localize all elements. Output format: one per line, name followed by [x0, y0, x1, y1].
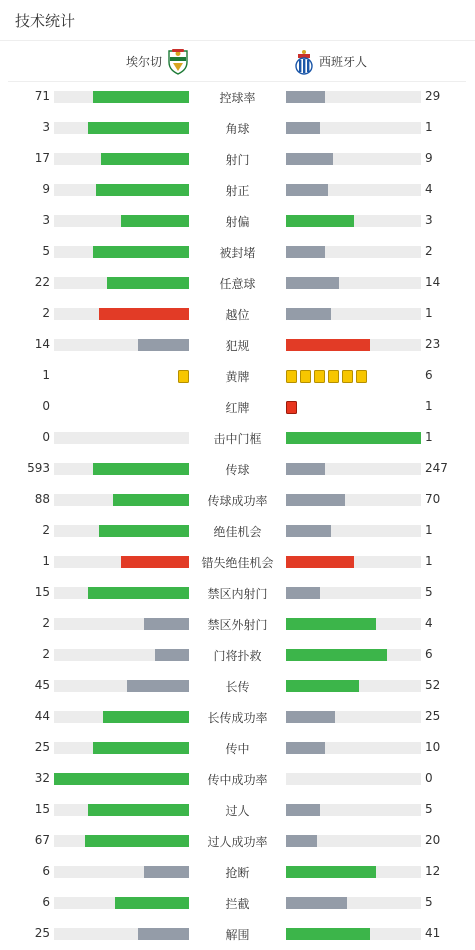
away-stat-value: 2	[425, 244, 433, 258]
home-stat-track	[54, 153, 189, 165]
home-stat-bar	[54, 773, 189, 785]
stat-row	[0, 763, 475, 794]
stat-row	[0, 546, 475, 577]
home-stat-value: 44	[34, 709, 50, 723]
stat-row	[0, 701, 475, 732]
home-stat-bar	[99, 308, 189, 320]
home-stat-value: 71	[34, 89, 50, 103]
home-team-name[interactable]: 埃尔切	[125, 55, 162, 69]
away-stat-bar	[286, 897, 347, 909]
away-stat-bar	[286, 432, 421, 444]
stat-label: 抢断	[225, 866, 250, 880]
away-stat-bar	[286, 494, 345, 506]
stat-row	[0, 81, 475, 112]
away-stat-value: 5	[425, 895, 433, 909]
home-stat-track	[54, 866, 189, 878]
home-stat-track	[54, 680, 189, 692]
page-title: 技术统计	[15, 12, 76, 30]
home-stat-value: 15	[34, 585, 50, 599]
home-stat-track	[54, 835, 189, 847]
home-stat-track	[54, 525, 189, 537]
teams-header	[8, 44, 466, 81]
home-stat-track	[54, 804, 189, 816]
away-stat-bar	[286, 463, 325, 475]
stat-label: 射偏	[225, 215, 250, 229]
yellow-card-icon	[314, 370, 325, 383]
home-stat-track	[54, 463, 189, 475]
home-stat-track	[54, 711, 189, 723]
home-stat-bar	[144, 866, 189, 878]
home-stat-value: 2	[42, 523, 50, 537]
away-stat-bar	[286, 618, 376, 630]
stat-row	[0, 856, 475, 887]
away-stat-value: 247	[425, 461, 448, 475]
home-stat-value: 593	[27, 461, 50, 475]
home-stat-bar	[93, 742, 189, 754]
stat-row	[0, 143, 475, 174]
away-stat-bar	[286, 122, 320, 134]
home-stat-track	[54, 432, 189, 444]
stat-label: 过人成功率	[207, 835, 268, 849]
away-stat-value: 1	[425, 554, 433, 568]
stat-row	[0, 918, 475, 949]
away-stat-bar	[286, 277, 339, 289]
stat-row	[0, 267, 475, 298]
stat-row	[0, 174, 475, 205]
away-stat-value: 6	[425, 368, 433, 382]
home-stat-value: 2	[42, 647, 50, 661]
home-stat-value: 67	[34, 833, 50, 847]
home-stat-value: 14	[34, 337, 50, 351]
away-stat-value: 52	[425, 678, 441, 692]
away-stat-track	[286, 308, 421, 320]
home-stat-bar	[127, 680, 189, 692]
away-stat-bar	[286, 804, 320, 816]
home-stat-value: 32	[34, 771, 50, 785]
away-stat-track	[286, 804, 421, 816]
yellow-card-icon	[286, 370, 297, 383]
stat-row	[0, 639, 475, 670]
stat-label: 绝佳机会	[213, 525, 262, 539]
away-stat-bar	[286, 308, 331, 320]
stat-label: 犯规	[225, 339, 250, 353]
stat-row	[0, 205, 475, 236]
away-stat-track	[286, 215, 421, 227]
home-stat-bar	[93, 463, 189, 475]
home-stat-value: 5	[42, 244, 50, 258]
away-stat-bar	[286, 649, 387, 661]
home-stat-track	[54, 928, 189, 940]
away-stat-track	[286, 587, 421, 599]
yellow-card-icon	[178, 370, 189, 383]
stat-row	[0, 329, 475, 360]
home-stat-value: 6	[42, 864, 50, 878]
stat-row	[0, 887, 475, 918]
away-stat-bar	[286, 711, 335, 723]
stat-label: 黄牌	[225, 370, 250, 384]
yellow-card-icon	[356, 370, 367, 383]
away-stat-track	[286, 711, 421, 723]
away-stat-track	[286, 277, 421, 289]
away-stat-track	[286, 339, 421, 351]
home-stat-bar	[101, 153, 189, 165]
stat-label: 传中成功率	[207, 773, 268, 787]
stat-row	[0, 670, 475, 701]
home-stat-value: 25	[34, 740, 50, 754]
away-stat-bar	[286, 556, 354, 568]
home-stat-bar	[115, 897, 189, 909]
away-stat-value: 6	[425, 647, 433, 661]
away-stat-value: 1	[425, 399, 433, 413]
stat-row	[0, 391, 475, 422]
stat-label: 角球	[225, 122, 250, 136]
home-stat-value: 3	[42, 213, 50, 227]
away-stat-bar	[286, 153, 333, 165]
home-stat-value: 45	[34, 678, 50, 692]
home-stat-track	[54, 649, 189, 661]
away-stat-value: 41	[425, 926, 441, 940]
away-stat-bar	[286, 866, 376, 878]
home-stat-track	[54, 91, 189, 103]
home-stat-bar	[113, 494, 189, 506]
away-stat-value: 14	[425, 275, 441, 289]
home-stat-track	[54, 308, 189, 320]
away-cards	[286, 401, 297, 414]
home-stat-bar	[93, 246, 189, 258]
away-stat-track	[286, 122, 421, 134]
home-stat-value: 22	[34, 275, 50, 289]
home-stat-track	[54, 215, 189, 227]
home-stat-value: 9	[42, 182, 50, 196]
home-stat-bar	[144, 618, 189, 630]
yellow-card-icon	[328, 370, 339, 383]
away-stat-value: 25	[425, 709, 441, 723]
home-stat-bar	[96, 184, 189, 196]
away-stat-bar	[286, 742, 325, 754]
home-stat-track	[54, 618, 189, 630]
yellow-card-icon	[342, 370, 353, 383]
home-stat-track	[54, 246, 189, 258]
home-stat-value: 17	[34, 151, 50, 165]
stat-row	[0, 360, 475, 391]
home-stat-value: 1	[42, 554, 50, 568]
stat-label: 传球成功率	[207, 494, 268, 508]
stat-label: 错失绝佳机会	[201, 556, 274, 570]
away-stat-value: 5	[425, 802, 433, 816]
away-stat-track	[286, 835, 421, 847]
home-stat-track	[54, 494, 189, 506]
stat-row	[0, 484, 475, 515]
stats-list	[0, 81, 475, 949]
away-stat-bar	[286, 246, 325, 258]
stat-row	[0, 453, 475, 484]
away-stat-track	[286, 184, 421, 196]
away-stat-track	[286, 153, 421, 165]
espanyol-crest-icon[interactable]	[293, 49, 315, 75]
home-stat-value: 1	[42, 368, 50, 382]
home-stat-bar	[88, 804, 189, 816]
away-stat-value: 12	[425, 864, 441, 878]
home-stat-bar	[121, 215, 189, 227]
home-stat-value: 25	[34, 926, 50, 940]
home-cards	[178, 370, 189, 383]
home-stat-track	[54, 277, 189, 289]
away-stat-track	[286, 246, 421, 258]
stat-label: 过人	[225, 804, 250, 818]
home-stat-bar	[99, 525, 189, 537]
away-stat-value: 29	[425, 89, 441, 103]
stat-row	[0, 825, 475, 856]
away-stat-track	[286, 432, 421, 444]
stat-label: 禁区外射门	[207, 618, 268, 632]
stat-label: 禁区内射门	[207, 587, 268, 601]
away-stat-track	[286, 463, 421, 475]
away-stat-value: 10	[425, 740, 441, 754]
stat-label: 任意球	[219, 277, 256, 291]
home-stat-bar	[121, 556, 189, 568]
home-stat-bar	[103, 711, 189, 723]
home-stat-track	[54, 587, 189, 599]
home-stat-value: 0	[42, 430, 50, 444]
home-stat-value: 2	[42, 306, 50, 320]
stat-label: 被封堵	[219, 246, 256, 260]
stat-row	[0, 298, 475, 329]
away-stat-value: 3	[425, 213, 433, 227]
away-stat-bar	[286, 835, 317, 847]
away-stat-value: 4	[425, 182, 433, 196]
stat-row	[0, 236, 475, 267]
away-stat-value: 0	[425, 771, 433, 785]
home-stat-bar	[155, 649, 189, 661]
away-stat-bar	[286, 91, 325, 103]
away-stat-value: 4	[425, 616, 433, 630]
stat-row	[0, 515, 475, 546]
home-stat-bar	[88, 587, 189, 599]
home-stat-track	[54, 556, 189, 568]
home-stat-value: 88	[34, 492, 50, 506]
red-card-icon	[286, 401, 297, 414]
stat-row	[0, 608, 475, 639]
away-stat-value: 23	[425, 337, 441, 351]
home-stat-track	[54, 897, 189, 909]
stat-label: 击中门框	[213, 432, 262, 446]
stat-row	[0, 112, 475, 143]
away-stat-value: 1	[425, 523, 433, 537]
stat-label: 射门	[225, 153, 250, 167]
home-stat-track	[54, 122, 189, 134]
away-team-name[interactable]: 西班牙人	[319, 55, 368, 69]
away-stat-value: 1	[425, 430, 433, 444]
away-stat-bar	[286, 184, 328, 196]
away-stat-bar	[286, 339, 370, 351]
home-stat-value: 0	[42, 399, 50, 413]
away-stat-track	[286, 525, 421, 537]
stat-label: 越位	[225, 308, 250, 322]
away-stat-track	[286, 618, 421, 630]
stat-row	[0, 577, 475, 608]
home-stat-bar	[85, 835, 189, 847]
stat-label: 解围	[225, 928, 250, 942]
stat-label: 传中	[225, 742, 250, 756]
home-stat-bar	[93, 91, 189, 103]
away-stat-bar	[286, 587, 320, 599]
home-stat-bar	[138, 339, 189, 351]
home-stat-bar	[138, 928, 189, 940]
home-stat-track	[54, 339, 189, 351]
stat-row	[0, 794, 475, 825]
stat-label: 长传成功率	[207, 711, 268, 725]
away-stat-bar	[286, 680, 359, 692]
away-stat-bar	[286, 525, 331, 537]
elche-crest-icon[interactable]	[166, 47, 190, 75]
home-stat-track	[54, 742, 189, 754]
home-stat-value: 15	[34, 802, 50, 816]
away-stat-track	[286, 91, 421, 103]
stat-label: 射正	[225, 184, 250, 198]
home-stat-track	[54, 184, 189, 196]
home-stat-value: 2	[42, 616, 50, 630]
away-stat-track	[286, 773, 421, 785]
yellow-card-icon	[300, 370, 311, 383]
away-stat-value: 5	[425, 585, 433, 599]
stat-label: 门将扑救	[213, 649, 262, 663]
away-stat-track	[286, 897, 421, 909]
stat-label: 拦截	[225, 897, 250, 911]
away-stat-track	[286, 928, 421, 940]
home-stat-bar	[88, 122, 189, 134]
stat-label: 红牌	[225, 401, 250, 415]
away-stat-track	[286, 742, 421, 754]
stat-label: 长传	[225, 680, 250, 694]
away-stat-track	[286, 866, 421, 878]
away-stat-value: 1	[425, 120, 433, 134]
away-stat-bar	[286, 928, 370, 940]
title-divider	[0, 40, 475, 41]
home-stat-value: 6	[42, 895, 50, 909]
home-stat-track	[54, 773, 189, 785]
away-stat-track	[286, 649, 421, 661]
stat-row	[0, 422, 475, 453]
away-stat-value: 20	[425, 833, 441, 847]
home-stat-bar	[107, 277, 189, 289]
away-stat-value: 70	[425, 492, 441, 506]
home-stat-value: 3	[42, 120, 50, 134]
away-stat-track	[286, 556, 421, 568]
away-stat-value: 9	[425, 151, 433, 165]
stat-label: 传球	[225, 463, 250, 477]
away-stat-bar	[286, 215, 354, 227]
away-stat-track	[286, 680, 421, 692]
away-stat-track	[286, 494, 421, 506]
away-cards	[286, 370, 367, 383]
stat-row	[0, 732, 475, 763]
away-stat-value: 1	[425, 306, 433, 320]
stat-label: 控球率	[219, 91, 256, 105]
